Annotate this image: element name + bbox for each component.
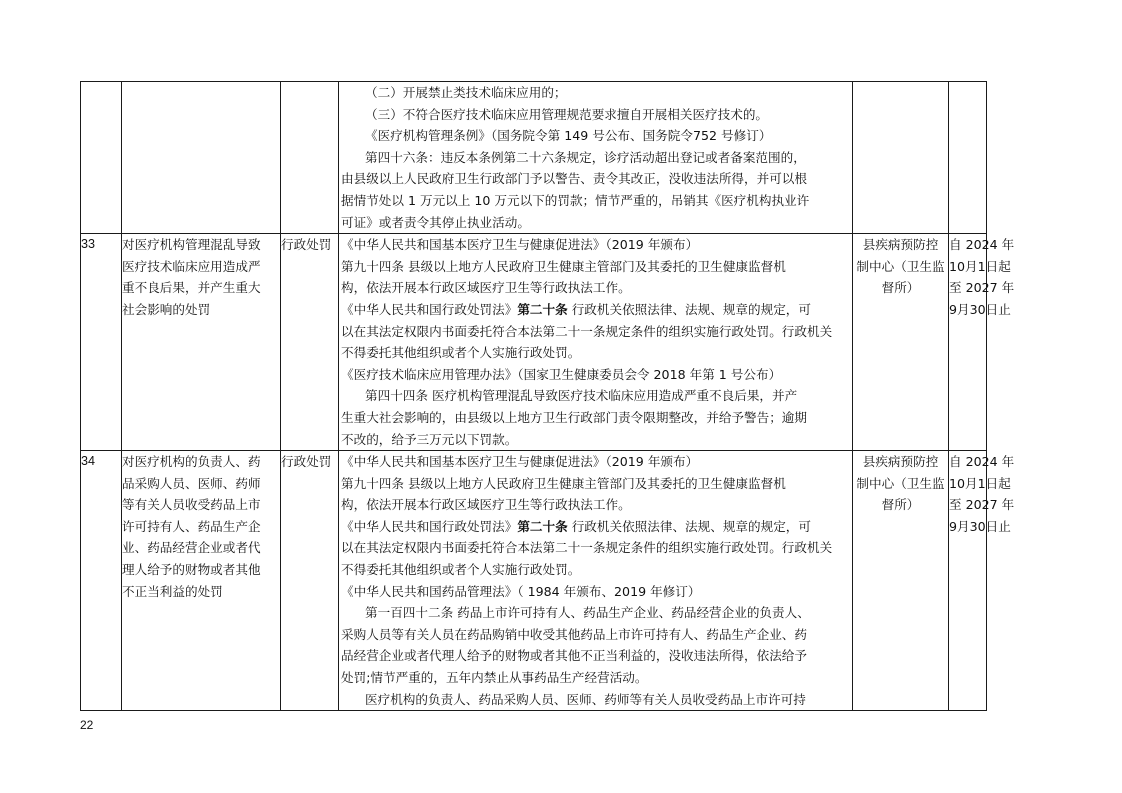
legal-basis-line [339, 277, 852, 299]
enforcement-agency [853, 234, 949, 451]
item-name-line: 等有关人员收受药品上市 [122, 497, 261, 513]
agency-line: 督所） [881, 497, 920, 513]
period-line: 自 2024 年 [949, 237, 1015, 253]
legal-basis-text: 《中华人民共和国行政处罚法》 [341, 518, 518, 534]
item-name-line: 社会影响的处罚 [122, 301, 211, 317]
table-row [81, 451, 987, 711]
row-number: 33 [81, 234, 122, 451]
legal-basis-line [339, 494, 852, 516]
period-line: 10月1日起 [949, 475, 1011, 491]
row-number [81, 82, 122, 234]
legal-basis-line [339, 321, 852, 343]
item-name-line: 业、药品经营企业或者代 [122, 540, 261, 556]
item-name-line: 不正当利益的处罚 [122, 583, 223, 599]
enforcement-agency [853, 451, 949, 711]
item-name-line: 医疗技术临床应用造成严 [122, 258, 261, 274]
legal-basis [339, 234, 853, 451]
table-row [81, 234, 987, 451]
validity-period [949, 234, 1015, 451]
legal-basis-line [339, 429, 852, 451]
legal-basis-line [339, 667, 852, 689]
penalty-type: 行政处罚 [281, 234, 339, 451]
legal-basis-text: 《医疗机构管理条例》（国务院令第 149 号公布、国务院令752 号修订） [365, 128, 772, 144]
item-name [122, 451, 281, 711]
agency-line: 县疾病预防控 [862, 237, 939, 253]
legal-basis-text: 行政机关依照法律、法规、规章的规定，可 [567, 518, 811, 534]
legal-basis-text: 《医疗技术临床应用管理办法》（国家卫生健康委员会令 2018 年第 1 号公布） [341, 366, 782, 382]
item-name-line: 品采购人员、医师、药师 [122, 475, 261, 491]
legal-basis-line [339, 104, 852, 126]
period-line: 至 2027 年 [949, 497, 1015, 513]
legal-basis-text: 不得委托其他组织或者个人实施行政处罚。 [341, 345, 581, 361]
legal-basis-text: 以在其法定权限内书面委托符合本法第二十一条规定条件的组织实施行政处罚。行政机关 [341, 540, 833, 556]
legal-basis-text: 第一百四十二条 药品上市许可持有人、药品生产企业、药品经营企业的负责人、 [365, 605, 810, 621]
item-name-line: 许可持有人、药品生产企 [122, 518, 261, 534]
legal-basis-line [339, 168, 852, 190]
legal-basis-line [339, 299, 852, 321]
legal-basis-line [339, 645, 852, 667]
legal-basis-text: 据情节处以 1 万元以上 10 万元以下的罚款；情节严重的，吊销其《医疗机构执业许 [341, 192, 810, 208]
legal-basis-text: 医疗机构的负责人、药品采购人员、医师、药师等有关人员收受药品上市许可持 [365, 691, 806, 707]
legal-basis [339, 82, 853, 234]
legal-basis-text: 《中华人民共和国行政处罚法》 [341, 301, 518, 317]
penalty-type [281, 82, 339, 234]
item-name-line: 对医疗机构管理混乱导致 [122, 237, 261, 253]
period-line: 至 2027 年 [949, 280, 1015, 296]
agency-line: 督所） [881, 280, 920, 296]
legal-basis-text: 采购人员等有关人员在药品购销中收受其他药品上市许可持有人、药品生产企业、药 [341, 626, 807, 642]
legal-basis-line [339, 559, 852, 581]
legal-basis-text: 第四十四条 医疗机构管理混乱导致医疗技术临床应用造成严重不良后果，并产 [365, 388, 798, 404]
legal-basis-line [339, 473, 852, 495]
legal-basis-text: （二）开展禁止类技术临床应用的； [365, 85, 567, 100]
period-line: 9月30日止 [949, 301, 1011, 317]
legal-basis-text: 可证》或者责令其停止执业活动。 [341, 214, 530, 230]
period-line: 自 2024 年 [949, 454, 1015, 470]
legal-basis-text: 第四十六条：违反本条例第二十六条规定，诊疗活动超出登记或者备案范围的， [365, 149, 806, 165]
page-number: 22 [80, 718, 94, 732]
legal-basis-text: 行政机关依照法律、法规、规章的规定，可 [567, 301, 811, 317]
legal-basis-line [339, 190, 852, 212]
table-row [81, 82, 987, 234]
legal-basis-text: 处罚;情节严重的，五年内禁止从事药品生产经营活动。 [341, 670, 648, 686]
validity-period [949, 82, 987, 234]
agency-line: 制中心（卫生监 [856, 475, 945, 491]
legal-basis-line [339, 516, 852, 538]
row-number: 34 [81, 451, 122, 711]
legal-basis-line [339, 256, 852, 278]
article-number: 第二十条 [517, 301, 568, 317]
legal-basis-text: 第九十四条 县级以上地方人民政府卫生健康主管部门及其委托的卫生健康监督机 [341, 475, 786, 491]
item-name-line: 重不良后果，并产生重大 [122, 280, 261, 296]
legal-basis-text: 不得委托其他组织或者个人实施行政处罚。 [341, 562, 581, 578]
legal-basis-line [339, 451, 852, 473]
item-name-line: 对医疗机构的负责人、药 [122, 454, 261, 470]
legal-basis-text: 以在其法定权限内书面委托符合本法第二十一条规定条件的组织实施行政处罚。行政机关 [341, 323, 833, 339]
legal-basis-line [339, 125, 852, 147]
legal-basis-line [339, 234, 852, 256]
legal-basis-line [339, 602, 852, 624]
legal-basis-text: 品经营企业或者代理人给予的财物或者其他不正当利益的，没收违法所得，依法给予 [341, 648, 807, 664]
item-name [122, 82, 281, 234]
legal-basis-line [339, 581, 852, 603]
validity-period [949, 451, 1015, 711]
legal-basis-text: 第九十四条 县级以上地方人民政府卫生健康主管部门及其委托的卫生健康监督机 [341, 258, 786, 274]
legal-basis-line [339, 342, 852, 364]
legal-basis-line [339, 212, 852, 234]
article-number: 第二十条 [517, 518, 568, 534]
enforcement-table [80, 81, 1015, 711]
legal-basis-text: 构，依法开展本行政区域医疗卫生等行政执法工作。 [341, 280, 631, 296]
period-line: 9月30日止 [949, 518, 1011, 534]
legal-basis [339, 451, 853, 711]
legal-basis-line [339, 82, 852, 104]
legal-basis-text: 由县级以上人民政府卫生行政部门予以警告、责令其改正，没收违法所得，并可以根 [341, 171, 807, 187]
enforcement-agency [853, 82, 949, 234]
legal-basis-line [339, 147, 852, 169]
penalty-type: 行政处罚 [281, 451, 339, 711]
legal-basis-text: 《中华人民共和国药品管理法》（ 1984 年颁布、2019 年修订） [341, 583, 701, 599]
legal-basis-text: 不改的，给予三万元以下罚款。 [341, 431, 518, 447]
legal-basis-line [339, 689, 852, 711]
legal-basis-line [339, 407, 852, 429]
item-name-line: 理人给予的财物或者其他 [122, 562, 261, 578]
legal-basis-line [339, 624, 852, 646]
period-line: 10月1日起 [949, 258, 1011, 274]
legal-basis-text: 《中华人民共和国基本医疗卫生与健康促进法》（2019 年颁布） [341, 454, 699, 470]
agency-line: 县疾病预防控 [862, 454, 939, 470]
legal-basis-text: 《中华人民共和国基本医疗卫生与健康促进法》（2019 年颁布） [341, 237, 699, 253]
legal-basis-line [339, 385, 852, 407]
item-name [122, 234, 281, 451]
agency-line: 制中心（卫生监 [856, 258, 945, 274]
legal-basis-text: 生重大社会影响的，由县级以上地方卫生行政部门责令限期整改，并给予警告；逾期 [341, 409, 807, 425]
legal-basis-line [339, 364, 852, 386]
legal-basis-text: （三）不符合医疗技术临床应用管理规范要求擅自开展相关医疗技术的。 [365, 106, 768, 122]
legal-basis-line [339, 537, 852, 559]
legal-basis-text: 构，依法开展本行政区域医疗卫生等行政执法工作。 [341, 497, 631, 513]
